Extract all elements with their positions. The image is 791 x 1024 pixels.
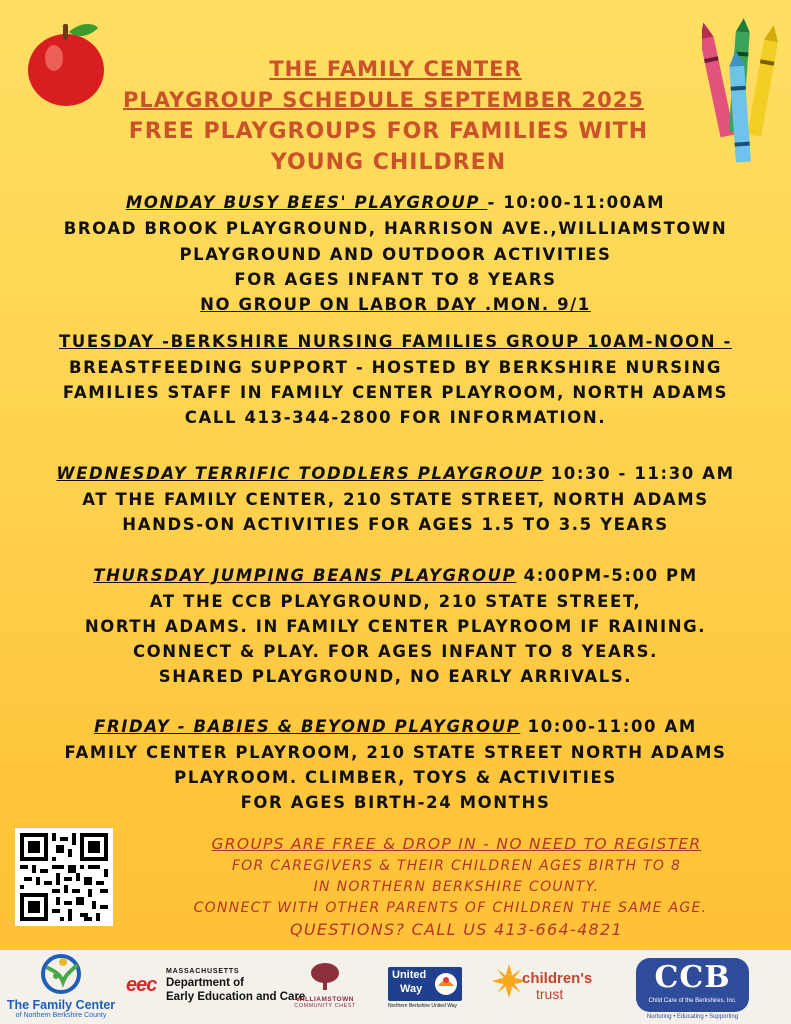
eec-mark: eec (126, 974, 157, 996)
title-line-1: THE FAMILY CENTER (269, 57, 522, 81)
ccb-name: Child Care of the Berkshires, Inc. (648, 998, 737, 1004)
ccb-tagline: Nurturing • Educating • Supporting (646, 1014, 739, 1020)
info-line-4: CONNECT WITH OTHER PARENTS OF CHILDREN THE SAME AGE. (193, 900, 708, 916)
eec-logo (126, 968, 306, 1008)
thursday-line-4: CONNECT & PLAY. FOR AGES INFANT TO 8 YEARS. (132, 642, 659, 661)
united-way-sub: Northern Berkshire United Way (388, 1003, 458, 1009)
tuesday-heading: TUESDAY -BERKSHIRE NURSING FAMILIES GROUP 10AM-NOON - (59, 332, 732, 351)
eec-line-1: Department of (166, 977, 244, 989)
info-phone: QUESTIONS? CALL US 413-664-4821 (290, 920, 623, 939)
family-figure-icon (36, 952, 86, 994)
qr-code[interactable] (15, 828, 113, 926)
family-center-logo (0, 952, 122, 1019)
subtitle-line-1: FREE PLAYGROUPS FOR FAMILIES WITH (128, 119, 649, 144)
sun-icon (492, 964, 526, 998)
qr-code-icon (20, 833, 108, 921)
friday-line-3: PLAYROOM. CLIMBER, TOYS & ACTIVITIES (174, 768, 617, 787)
childrens-trust-logo (492, 964, 612, 1008)
info-line-3: IN NORTHERN BERKSHIRE COUNTY. (313, 879, 600, 895)
info-line-1: GROUPS ARE FREE & DROP IN - NO NEED TO REGISTER (211, 835, 702, 853)
monday-activity: PLAYGROUND AND OUTDOOR ACTIVITIES (179, 245, 612, 264)
williamstown-logo (293, 962, 357, 1009)
tuesday-line-4: CALL 413-344-2800 FOR INFORMATION. (184, 408, 607, 427)
eec-line-2: Early Education and Care (166, 991, 306, 1003)
monday-heading: MONDAY BUSY BEES' PLAYGROUP - 10:00-11:00AM (125, 193, 666, 212)
wednesday-location: AT THE FAMILY CENTER, 210 STATE STREET, NORTH ADAMS (82, 490, 709, 509)
williamstown-line-2: COMMUNITY CHEST (294, 1003, 356, 1009)
monday-ages: FOR AGES INFANT TO 8 YEARS (234, 270, 557, 289)
ccb-mark: CCB (654, 960, 731, 995)
thursday-line-5: SHARED PLAYGROUND, NO EARLY ARRIVALS. (158, 667, 633, 686)
tree-icon (308, 962, 342, 992)
thursday-line-3: NORTH ADAMS. IN FAMILY CENTER PLAYROOM IF RAINING. (84, 617, 707, 636)
friday-line-4: FOR AGES BIRTH-24 MONTHS (240, 793, 551, 812)
subtitle-line-2: YOUNG CHILDREN (270, 150, 507, 175)
childrens-line-2: trust (536, 986, 564, 1002)
eec-state: MASSACHUSETTS (166, 968, 240, 975)
friday-line-2: FAMILY CENTER PLAYROOM, 210 STATE STREET NORTH ADAMS (64, 743, 727, 762)
tuesday-line-3: FAMILIES STAFF IN FAMILY CENTER PLAYROOM, NORTH ADAMS (62, 383, 729, 402)
monday-location: BROAD BROOK PLAYGROUND, HARRISON AVE.,WILLIAMSTOWN (63, 219, 728, 238)
united-way-line-1: United (392, 969, 427, 981)
friday-heading: FRIDAY - BABIES & BEYOND PLAYGROUP 10:00-11:00 AM (94, 717, 697, 736)
united-way-logo (388, 967, 462, 1011)
thursday-heading: THURSDAY JUMPING BEANS PLAYGROUP 4:00PM-5:00 PM (93, 566, 698, 585)
wednesday-heading: WEDNESDAY TERRIFIC TODDLERS PLAYGROUP 10:30 - 11:30 AM (56, 464, 735, 483)
sponsor-footer (0, 950, 791, 1024)
thursday-line-2: AT THE CCB PLAYGROUND, 210 STATE STREET, (149, 592, 642, 611)
tuesday-line-2: BREASTFEEDING SUPPORT - HOSTED BY BERKSHIRE NURSING (68, 358, 723, 377)
wednesday-ages: HANDS-ON ACTIVITIES FOR AGES 1.5 TO 3.5 YEARS (122, 515, 669, 534)
title-line-2: PLAYGROUP SCHEDULE SEPTEMBER 2025 (123, 88, 644, 112)
williamstown-line-1: WILLIAMSTOWN (296, 996, 354, 1003)
family-center-name: The Family Center (6, 998, 116, 1012)
united-way-line-2: Way (400, 983, 423, 995)
ccb-logo (636, 958, 751, 1024)
family-center-sub: of Northern Berkshire County (15, 1012, 107, 1019)
info-line-2: FOR CAREGIVERS & THEIR CHILDREN AGES BIRTH TO 8 (231, 858, 682, 874)
monday-note: NO GROUP ON LABOR DAY .MON. 9/1 (200, 295, 591, 314)
united-way-hand-icon (434, 971, 458, 997)
childrens-line-1: children's (522, 970, 593, 987)
